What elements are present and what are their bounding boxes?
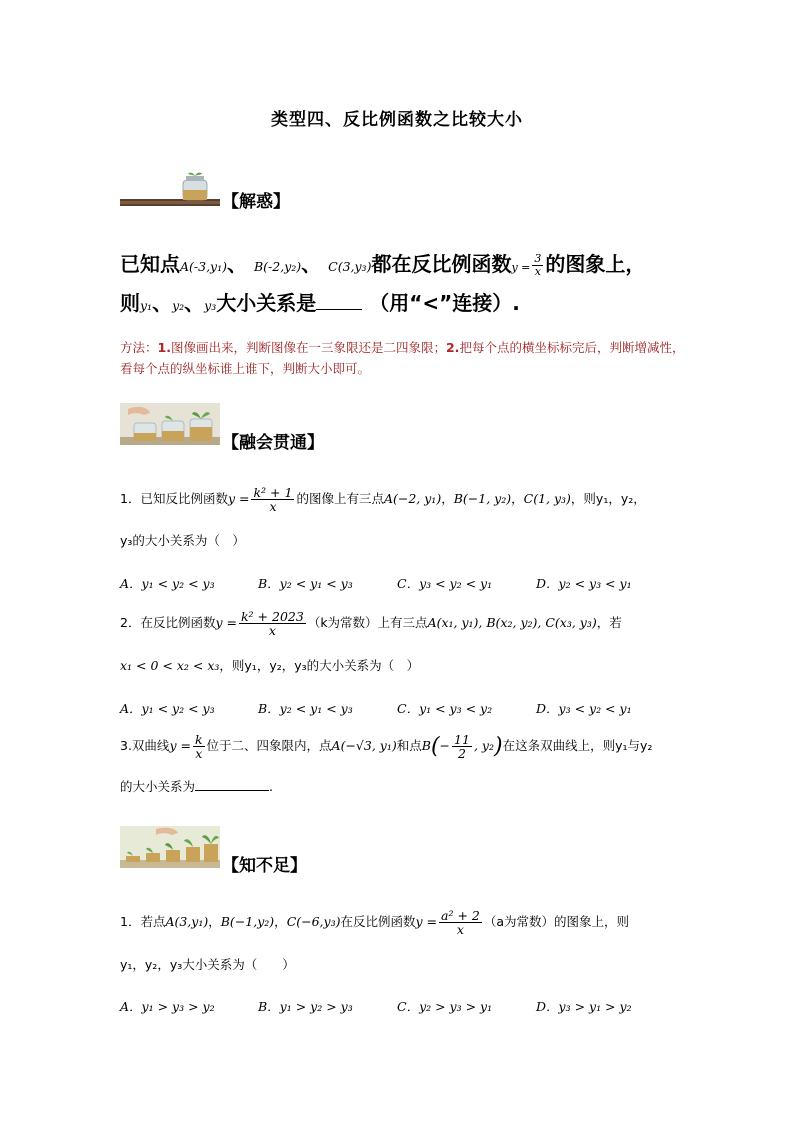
point-c: C(3,y₃) [328,259,372,274]
question-text: （k为常数）上有三点 [307,615,428,631]
var-y2: y₂ [172,298,185,313]
fraction-numerator: 11 [454,732,470,747]
option-a[interactable]: A．y₁ < y₂ < y₃ [120,701,215,716]
question-2-line-1 [120,610,622,637]
question-text: 在这条双曲线上，则y₁与y₂ [502,738,653,754]
option-d[interactable]: D．y₃ > y₁ > y₂ [536,999,632,1014]
question-text: 的大小关系为 [120,779,196,794]
question-text: 和点 [396,738,422,754]
point-a: A(3,y₁) [165,914,209,930]
option-d[interactable]: D．y₂ < y₃ < y₁ [536,576,632,591]
question-text: . [269,779,273,794]
function-fraction [251,486,294,513]
option-b[interactable]: B．y₁ > y₂ > y₃ [258,999,353,1014]
question-4-line-2: y₁，y₂，y₃大小关系为（ ） [120,957,295,972]
section-title-zhibuzu: 【知不足】 [222,856,307,876]
question-text: ，则y₁，y₂， [570,491,646,507]
plant-coins-image [120,826,220,868]
var-y3: y₃ [204,298,217,313]
question-text: （a为常数）的图象上，则 [483,914,630,930]
question-text: 2．在反比例函数 [120,615,216,631]
paren-right-icon: ) [493,734,503,760]
question-1-line-1 [120,486,646,513]
point-c: C(−6,y₃) [286,914,341,930]
section-title-jiehuo: 【解惑】 [222,192,290,212]
option-d[interactable]: D．y₃ < y₂ < y₁ [536,701,632,716]
method-step-text: 把每个点的横坐标标完后，判断增减性，看每个点的纵坐标谁上谁下，判断大小即可。 [120,340,685,376]
paren-left-icon: ( [430,734,440,760]
point-a: A(−√3, y₁) [331,738,397,754]
function-lhs: y = [511,261,531,274]
question-text: 的图像上有三点 [296,491,384,507]
intro-text: 都在反比例函数 [371,252,512,276]
minus-sign: − [439,738,451,754]
separator: ， [511,491,524,507]
point-b-fraction [452,733,472,760]
page-title: 类型四、反比例函数之比较大小 [271,110,523,130]
separator: 、 [184,291,205,315]
point-b-rest: , y₂ [473,738,494,754]
option-b[interactable]: B．y₂ < y₁ < y₃ [258,701,353,716]
function-lhs: y = [169,738,191,754]
fraction-numerator: a² + 2 [441,908,480,923]
separator: ， [441,491,454,507]
intro-text: （用“<”连接）. [369,291,520,315]
method-step-number: 2. [445,340,460,355]
fraction-numerator: k² + 1 [253,485,293,500]
separator: 、 [227,252,248,276]
points-list: A(x₁, y₁), B(x₂, y₂), C(x₃, y₃) [427,615,597,631]
separator: ， [274,914,287,930]
option-c[interactable]: C．y₂ > y₃ > y₁ [397,999,493,1014]
intro-text: 大小关系是 [216,291,317,315]
section-title-ronghui: 【融会贯通】 [222,433,324,453]
question-1-line-2: y₃的大小关系为（ ） [120,533,245,548]
coin-jars-image [120,403,220,445]
point-b: B(−1, y₂) [453,491,512,507]
option-b[interactable]: B．y₂ < y₁ < y₃ [258,576,353,591]
coin-jar-image [120,172,220,206]
separator: 、 [152,291,173,315]
option-a[interactable]: A．y₁ < y₂ < y₃ [120,576,215,591]
method-step-number: 1. [157,340,171,355]
function-fraction [532,253,543,277]
option-c[interactable]: C．y₃ < y₂ < y₁ [397,576,493,591]
question-2-line-2 [120,656,419,674]
question-text: 1．已知反比例函数 [120,491,228,507]
function-fraction [439,909,482,936]
fraction-numerator: 3 [534,252,542,266]
point-c: C(1, y₃) [523,491,571,507]
point-b: B(−1,y₂) [220,914,275,930]
option-c[interactable]: C．y₁ < y₃ < y₂ [397,701,493,716]
question-4-line-1 [120,909,629,936]
fraction-denominator: 2 [458,746,466,762]
answer-blank [316,291,362,310]
question-text: ，则y₁，y₂，y₃的大小关系为（ ） [219,658,420,673]
function-fraction [193,733,205,760]
option-a[interactable]: A．y₁ > y₃ > y₂ [120,999,215,1014]
question-3-line-2 [120,777,273,795]
question-text: 1．若点 [120,914,166,930]
question-text: 在反比例函数 [340,914,416,930]
fraction-denominator: x [534,265,541,278]
function-lhs: y = [415,914,438,930]
fraction-numerator: k [194,732,203,747]
inequality: x₁ < 0 < x₂ < x₃ [120,658,220,673]
intro-text: 已知点 [120,252,180,276]
question-3-line-1 [120,733,652,760]
intro-text: 则 [120,291,140,315]
question-text: ，若 [596,615,622,631]
point-a: A(−2, y₁) [383,491,442,507]
fraction-denominator: x [269,499,277,515]
function-lhs: y = [215,615,237,631]
separator: ， [208,914,221,930]
method-step-text: 图像画出来，判断图像在一三象限还是二四象限； [170,340,446,355]
method-lead: 方法： [120,340,158,355]
point-b-label: B [421,738,431,754]
question-text: 3.双曲线 [120,738,170,754]
function-fraction [239,610,306,637]
question-text: 位于二、四象限内，点 [206,738,332,754]
method-note [120,337,690,379]
var-y1: y₁ [140,298,153,313]
separator: 、 [301,252,322,276]
intro-line-1 [120,248,645,278]
fraction-denominator: x [268,623,276,639]
fraction-numerator: k² + 2023 [240,609,304,624]
point-b: B(-2,y₂) [253,259,302,274]
intro-text: 的图象上， [545,252,646,276]
fraction-denominator: x [456,922,464,938]
answer-blank[interactable] [195,778,269,791]
fraction-denominator: x [195,746,203,762]
function-lhs: y = [227,491,250,507]
point-a: A(-3,y₁) [180,259,228,274]
intro-line-2 [120,287,520,316]
